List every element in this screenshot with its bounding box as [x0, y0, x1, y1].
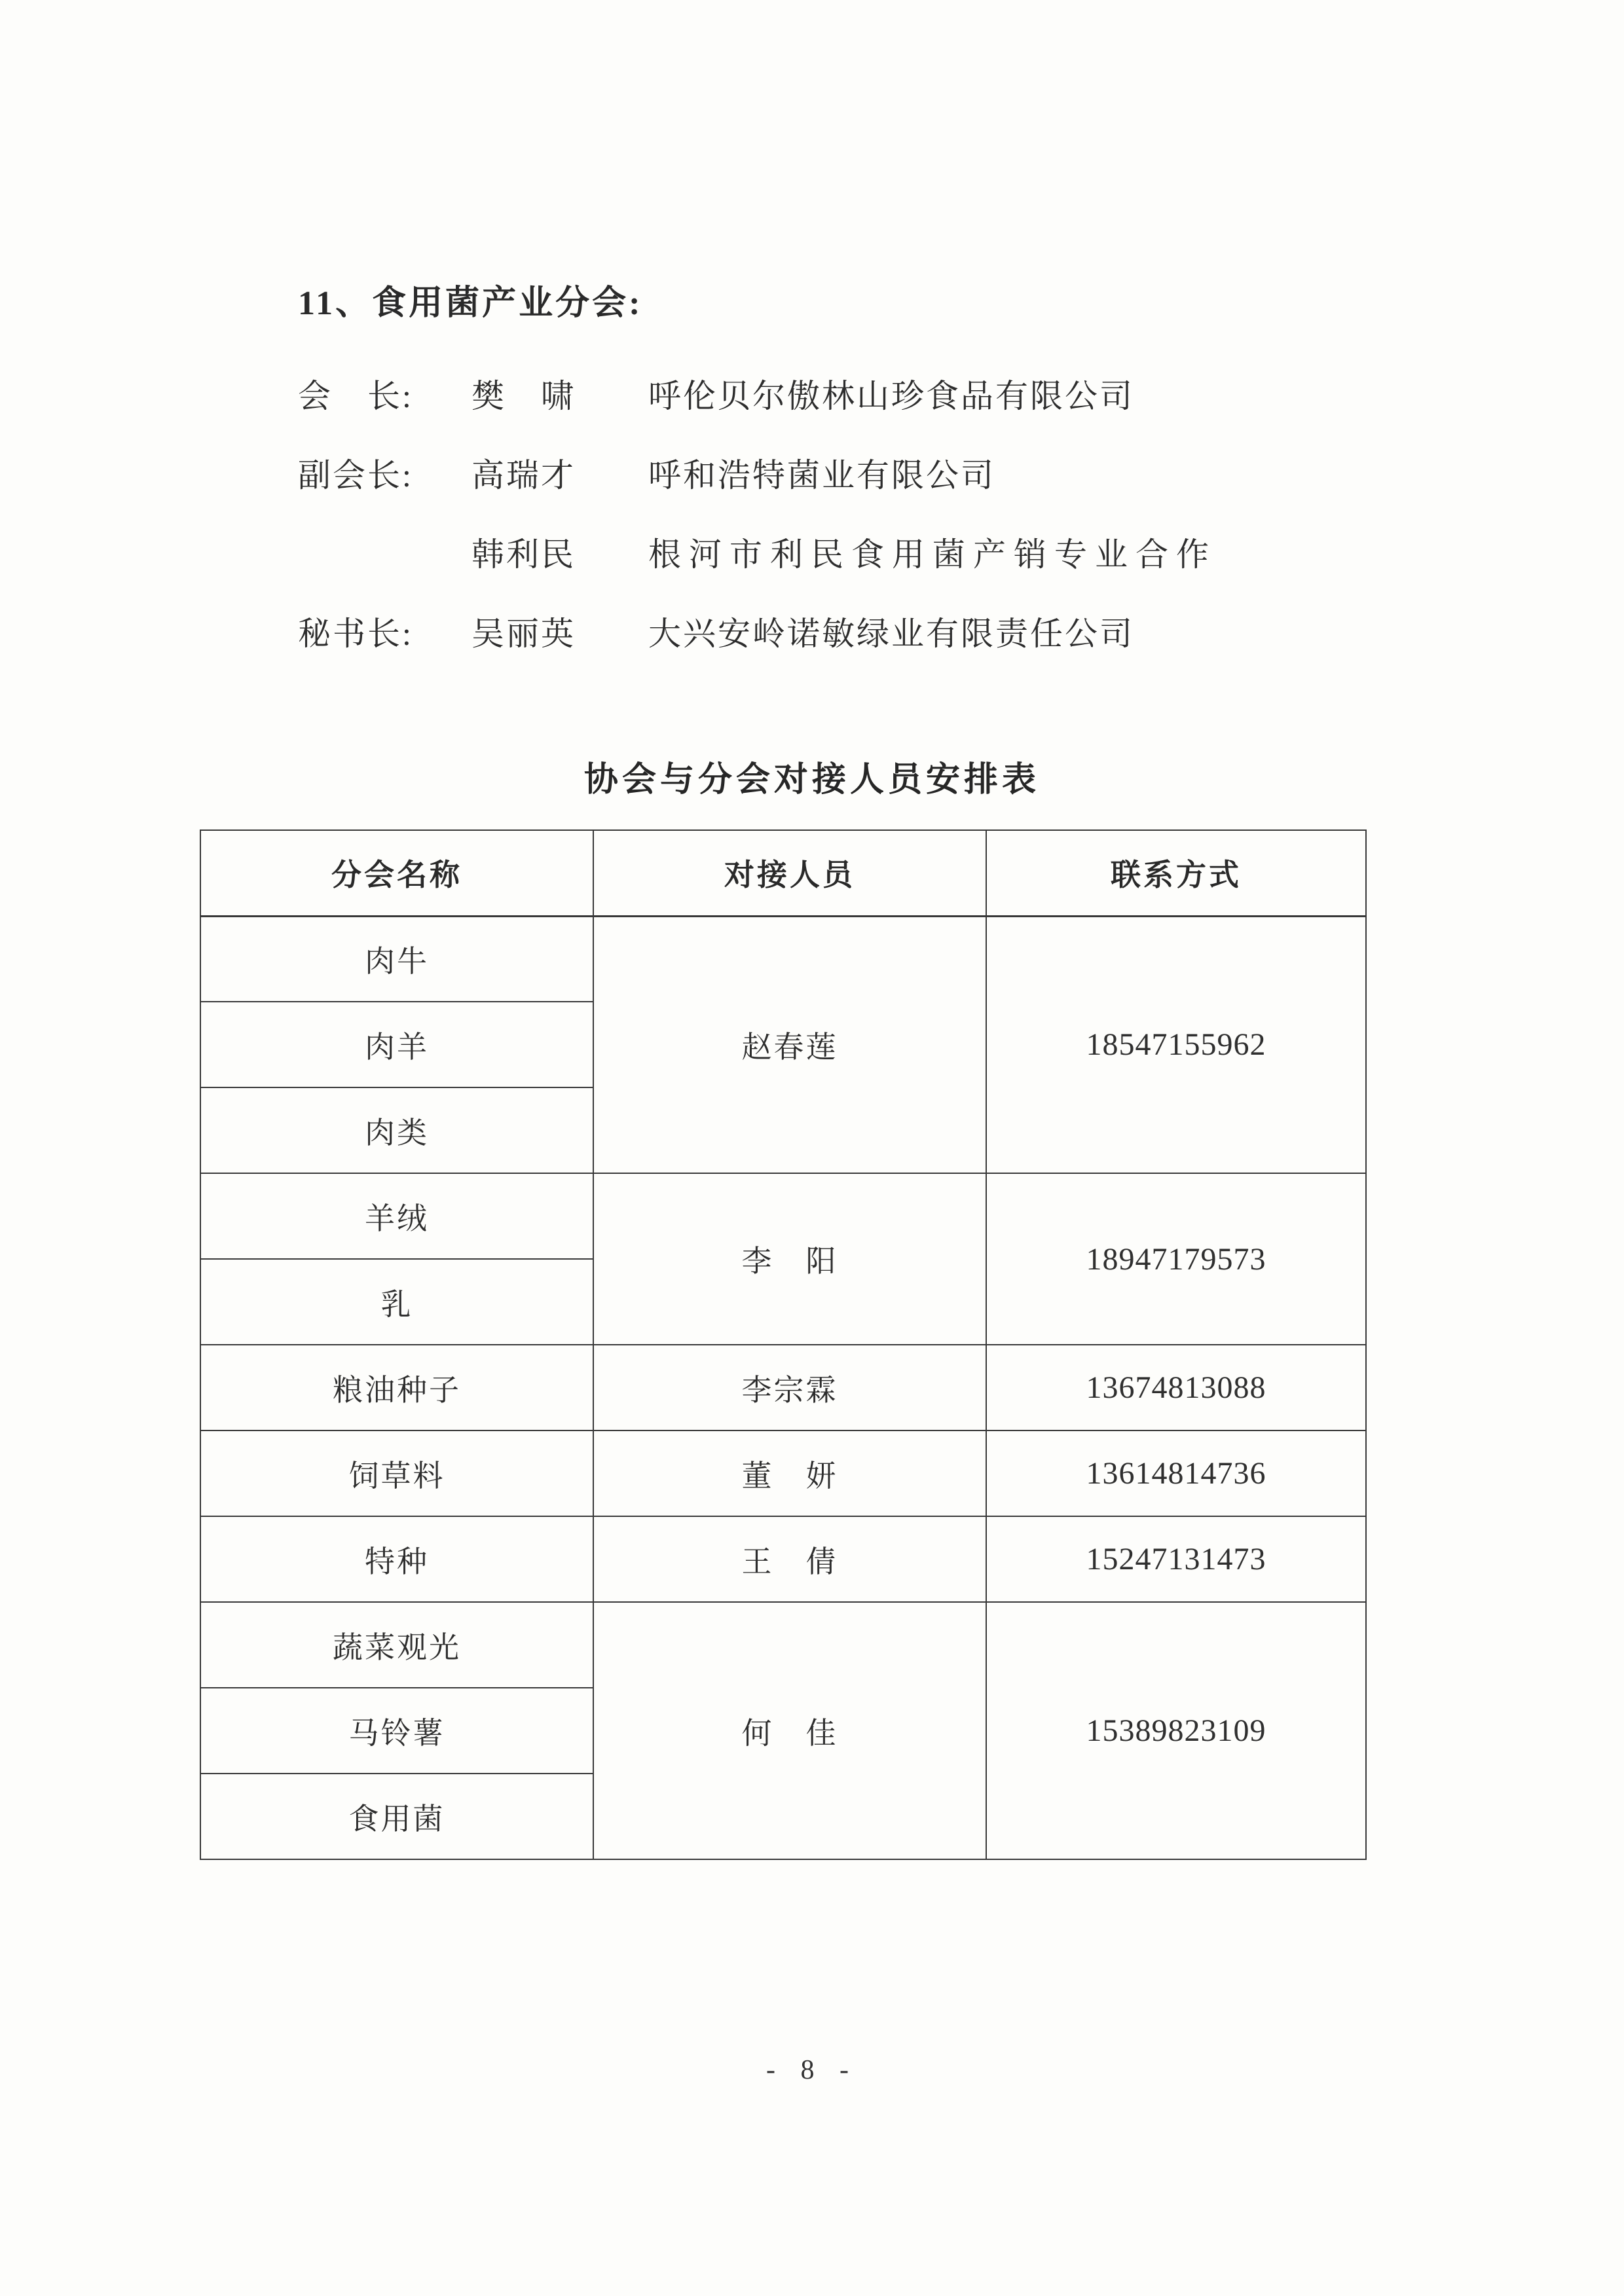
table-row	[200, 1345, 1366, 1430]
officer-role: 会 长:	[298, 377, 413, 414]
table-row	[200, 916, 1366, 1002]
person-cell: 董 妍	[593, 1430, 986, 1516]
branch-cell: 蔬菜观光	[200, 1602, 593, 1688]
branch-cell: 肉类	[200, 1087, 593, 1173]
officer-name: 高瑞才	[471, 456, 576, 494]
person-cell: 赵春莲	[593, 916, 986, 1173]
section-heading: 11、食用菌产业分会:	[298, 285, 643, 322]
officer-list	[298, 354, 1411, 670]
contact-assignment-table	[200, 829, 1367, 1860]
officer-organization: 呼和浩特菌业有限公司	[648, 456, 995, 494]
table-row	[200, 1516, 1366, 1602]
officer-role: 秘书长:	[298, 615, 413, 652]
phone-cell: 15389823109	[986, 1602, 1366, 1859]
phone-cell: 13674813088	[986, 1345, 1366, 1430]
branch-cell: 羊绒	[200, 1173, 593, 1259]
table-row	[200, 1430, 1366, 1516]
header-branch-name: 分会名称	[200, 830, 593, 916]
officer-line-vice-president-2	[298, 512, 1411, 591]
branch-cell: 饲草料	[200, 1430, 593, 1516]
officer-name: 吴丽英	[471, 615, 576, 652]
person-cell: 王 倩	[593, 1516, 986, 1602]
phone-cell: 18547155962	[986, 916, 1366, 1173]
branch-cell: 乳	[200, 1259, 593, 1345]
officer-line-president	[298, 354, 1411, 433]
phone-cell: 15247131473	[986, 1516, 1366, 1602]
person-cell: 李 阳	[593, 1173, 986, 1345]
header-contact-method: 联系方式	[986, 830, 1366, 916]
officer-organization: 根河市利民食用菌产销专业合作	[648, 536, 1217, 573]
person-cell: 李宗霖	[593, 1345, 986, 1430]
header-contact-person: 对接人员	[593, 830, 986, 916]
branch-cell: 肉羊	[200, 1002, 593, 1087]
officer-organization: 呼伦贝尔傲林山珍食品有限公司	[648, 377, 1134, 414]
officer-organization: 大兴安岭诺敏绿业有限责任公司	[648, 615, 1134, 652]
person-cell: 何 佳	[593, 1602, 986, 1859]
officer-role: 副会长:	[298, 456, 413, 494]
page-number: - 8 -	[766, 2055, 858, 2085]
officer-line-secretary-general	[298, 591, 1411, 670]
branch-cell: 食用菌	[200, 1774, 593, 1859]
phone-cell: 18947179573	[986, 1173, 1366, 1345]
table-title: 协会与分会对接人员安排表	[583, 761, 1040, 799]
branch-cell: 肉牛	[200, 916, 593, 1002]
officer-name: 韩利民	[471, 536, 576, 573]
table-row	[200, 1602, 1366, 1688]
branch-cell: 特种	[200, 1516, 593, 1602]
table-header-row	[200, 830, 1366, 916]
officer-name: 樊 啸	[471, 377, 576, 414]
phone-cell: 13614814736	[986, 1430, 1366, 1516]
branch-cell: 马铃薯	[200, 1688, 593, 1774]
officer-line-vice-president	[298, 433, 1411, 512]
table-row	[200, 1173, 1366, 1259]
branch-cell: 粮油种子	[200, 1345, 593, 1430]
